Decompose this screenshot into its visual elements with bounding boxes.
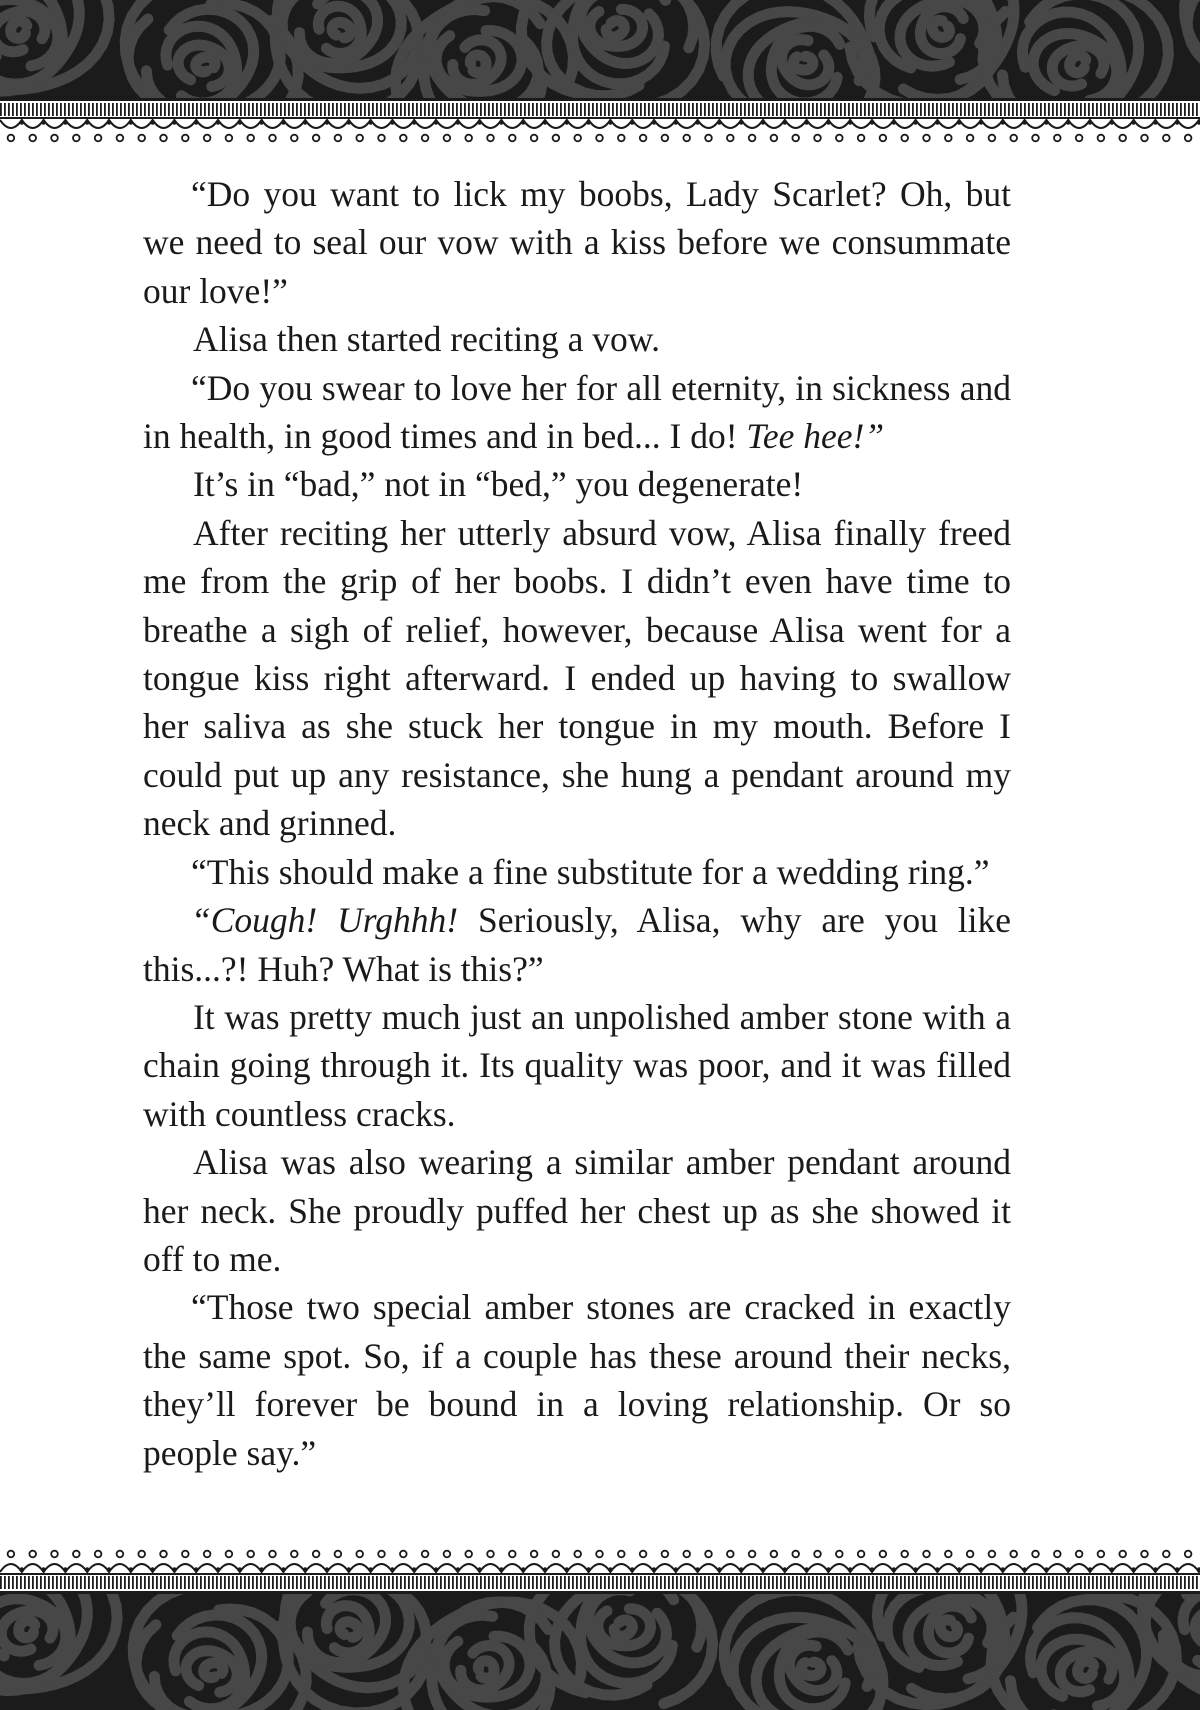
text-run: It was pretty much just an unpolished amber stone with a chain going through it. Its quality was poor, and it was filled with countless cracks. bbox=[143, 996, 1011, 1134]
rose-pattern bbox=[0, 0, 1200, 98]
text-run: Seriously, Alisa, why are you like this...?! Huh? What is this?” bbox=[143, 900, 1011, 989]
rose-pattern bbox=[0, 1594, 1200, 1710]
text-run: “Do you want to lick my boobs, Lady Scarlet? Oh, but we need to seal our vow with a kiss before we consummate our love!” bbox=[143, 174, 1011, 311]
bottom-lace-trim bbox=[0, 1544, 1200, 1596]
paragraph-1 bbox=[143, 170, 1011, 315]
italic-run: “Cough! Urghhh! bbox=[191, 900, 459, 941]
paragraph-4 bbox=[143, 460, 1011, 508]
lace-pattern bbox=[0, 96, 1200, 148]
paragraph-5 bbox=[143, 509, 1011, 848]
top-lace-trim bbox=[0, 96, 1200, 148]
text-run: It’s in “bad,” not in “bed,” you degenerate! bbox=[193, 464, 804, 505]
text-run: Alisa was also wearing a similar amber pendant around her neck. She proudly puffed her chest up as she showed it off to me. bbox=[143, 1142, 1011, 1279]
text-run: “Do you swear to love her for all eternity, in sickness and in health, in good times and in bed... I do! bbox=[143, 367, 1011, 457]
text-run: Alisa then started reciting a vow. bbox=[193, 319, 660, 360]
paragraph-10 bbox=[143, 1283, 1011, 1477]
paragraph-2 bbox=[143, 315, 1011, 363]
paragraph-9 bbox=[143, 1138, 1011, 1283]
text-run: “Those two special amber stones are cracked in exactly the same spot. So, if a couple has these around their necks, they’ll forever be bound in a loving relationship. Or so people say.” bbox=[143, 1287, 1011, 1473]
paragraph-3 bbox=[143, 364, 1011, 461]
text-run: After reciting her utterly absurd vow, Alisa finally freed me from the grip of her boobs. I didn’t even have time to breathe a sigh of relief, however, because Alisa went for a tongue kiss right afterward. I ended up having to swallow her saliva as she stuck her tongue in my mouth. Before I could put up any resistance, she hung a pendant around my neck and grinned. bbox=[143, 512, 1011, 844]
top-rose-band bbox=[0, 0, 1200, 98]
paragraph-6 bbox=[143, 848, 1011, 896]
page-text bbox=[143, 170, 1011, 1477]
paragraph-8 bbox=[143, 993, 1011, 1138]
italic-run: Tee hee!” bbox=[746, 416, 885, 457]
text-run: “This should make a fine substitute for a wedding ring.” bbox=[191, 851, 990, 892]
bottom-rose-band bbox=[0, 1594, 1200, 1710]
paragraph-7 bbox=[143, 896, 1011, 993]
lace-pattern bbox=[0, 1544, 1200, 1596]
